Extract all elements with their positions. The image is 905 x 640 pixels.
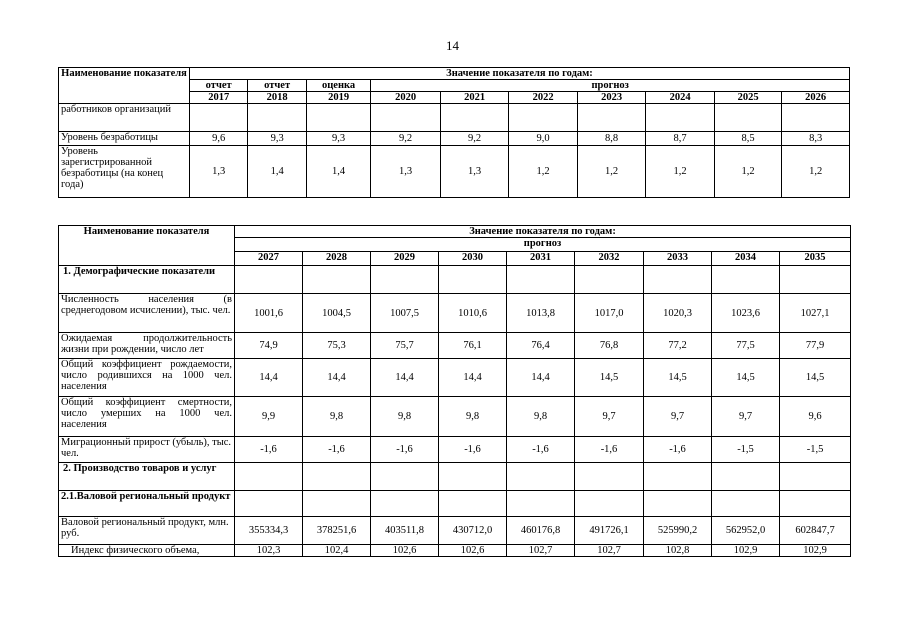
table1-year: 2017 (189, 92, 247, 104)
section-heading: 2. Производство товаров и услуг (59, 463, 235, 491)
table-cell (439, 491, 507, 517)
table1-year: 2026 (782, 92, 850, 104)
table-cell (712, 491, 780, 517)
table-cell: 1023,6 (712, 294, 780, 333)
table1-year: 2020 (371, 92, 441, 104)
table2-forecast-label: прогноз (235, 238, 851, 252)
table-cell: 1017,0 (575, 294, 644, 333)
table-cell: 14,5 (780, 359, 851, 397)
table-cell: -1,5 (780, 437, 851, 463)
table-cell: 1007,5 (371, 294, 439, 333)
table-cell: 9,8 (507, 397, 575, 437)
table-cell: 1,3 (371, 146, 441, 198)
table-cell (371, 463, 439, 491)
table-cell: 1,4 (248, 146, 306, 198)
table-cell: 76,8 (575, 333, 644, 359)
table-cell: 14,5 (575, 359, 644, 397)
table2-year: 2028 (303, 252, 371, 266)
table-cell: 9,7 (644, 397, 712, 437)
table-row (59, 437, 851, 463)
table1-year: 2022 (509, 92, 578, 104)
table-cell: 75,7 (371, 333, 439, 359)
indicators-table-2027-2035 (58, 225, 851, 557)
table-cell: 8,7 (646, 132, 715, 146)
table-cell: 14,4 (439, 359, 507, 397)
table-cell: 9,8 (371, 397, 439, 437)
table-row (59, 517, 851, 545)
table-cell: 355334,3 (235, 517, 303, 545)
table-cell (780, 266, 851, 294)
table-cell: 76,1 (439, 333, 507, 359)
table-row (59, 397, 851, 437)
table-row (59, 545, 851, 557)
table-cell (235, 491, 303, 517)
row-label: Уровень безработицы (59, 132, 190, 146)
table-cell: 9,6 (189, 132, 247, 146)
table-cell (780, 491, 851, 517)
table-cell: 77,9 (780, 333, 851, 359)
table-cell: -1,6 (303, 437, 371, 463)
table-cell: 1,2 (782, 146, 850, 198)
table-cell: 9,2 (371, 132, 441, 146)
table1-year: 2021 (440, 92, 509, 104)
table-cell (782, 104, 850, 132)
table-cell: 76,4 (507, 333, 575, 359)
table-cell (235, 463, 303, 491)
row-label: Индекс физического объема, (59, 545, 235, 557)
table-cell (575, 491, 644, 517)
row-label: Численность населения (в среднегодовом исчислении), тыс. чел. (59, 294, 235, 333)
table-cell: -1,6 (439, 437, 507, 463)
table-cell: 102,7 (507, 545, 575, 557)
table-cell (712, 266, 780, 294)
table-row (59, 266, 851, 294)
table-cell: 403511,8 (371, 517, 439, 545)
table-row (59, 333, 851, 359)
table-cell: 1,3 (189, 146, 247, 198)
table-cell (644, 463, 712, 491)
table-cell (440, 104, 509, 132)
table2-name-header: Наименование показателя (59, 226, 235, 266)
table-cell: -1,6 (235, 437, 303, 463)
table-cell: 102,9 (712, 545, 780, 557)
table-cell: 14,4 (371, 359, 439, 397)
table-cell: 14,5 (712, 359, 780, 397)
table-cell (303, 491, 371, 517)
table-cell (371, 266, 439, 294)
table-cell: 1013,8 (507, 294, 575, 333)
table-row (59, 463, 851, 491)
table1-type-2018: отчет (248, 80, 306, 92)
table-cell (507, 491, 575, 517)
table-cell: -1,5 (712, 437, 780, 463)
row-label: Миграционный прирост (убыль), тыс. чел. (59, 437, 235, 463)
table-row (59, 104, 850, 132)
table1-year: 2025 (714, 92, 782, 104)
row-label: Ожидаемая продолжительность жизни при рождении, число лет (59, 333, 235, 359)
table-cell: 14,4 (507, 359, 575, 397)
table-cell: -1,6 (644, 437, 712, 463)
table2-year: 2027 (235, 252, 303, 266)
table-row (59, 359, 851, 397)
table-cell: 602847,7 (780, 517, 851, 545)
table-cell (780, 463, 851, 491)
table2-year: 2030 (439, 252, 507, 266)
table2-year: 2032 (575, 252, 644, 266)
table-cell: 525990,2 (644, 517, 712, 545)
table1-type-2019: оценка (306, 80, 370, 92)
table-cell (439, 463, 507, 491)
table-cell: 1,2 (714, 146, 782, 198)
table-cell: 75,3 (303, 333, 371, 359)
table2-year: 2034 (712, 252, 780, 266)
table-cell: 102,6 (439, 545, 507, 557)
table-cell: 9,8 (439, 397, 507, 437)
table-cell: 102,7 (575, 545, 644, 557)
table-cell: 430712,0 (439, 517, 507, 545)
table-cell: 1,2 (509, 146, 578, 198)
table-cell: 14,4 (235, 359, 303, 397)
table-cell (439, 266, 507, 294)
table-cell: 9,8 (303, 397, 371, 437)
table-cell (509, 104, 578, 132)
table-cell: 491726,1 (575, 517, 644, 545)
table-row (59, 491, 851, 517)
table-row (59, 132, 850, 146)
table-cell: 77,5 (712, 333, 780, 359)
table-cell (371, 491, 439, 517)
table2-year: 2035 (780, 252, 851, 266)
table-cell (507, 463, 575, 491)
table-cell: 14,5 (644, 359, 712, 397)
table-cell (371, 104, 441, 132)
table-cell (235, 266, 303, 294)
table-cell: 102,4 (303, 545, 371, 557)
table-row (59, 294, 851, 333)
table-cell: 1,4 (306, 146, 370, 198)
table-cell: -1,6 (507, 437, 575, 463)
table-cell: 1,2 (577, 146, 646, 198)
row-label: Уровень зарегистрированной безработицы (на конец года) (59, 146, 190, 198)
indicators-table-2017-2026 (58, 67, 850, 198)
section-heading: 1. Демографические показатели (59, 266, 235, 294)
table-cell: 9,3 (248, 132, 306, 146)
table-cell (644, 266, 712, 294)
table2-year: 2033 (644, 252, 712, 266)
table-cell (577, 104, 646, 132)
table-cell: 102,3 (235, 545, 303, 557)
table-cell (248, 104, 306, 132)
table-cell: 102,9 (780, 545, 851, 557)
table-cell (712, 463, 780, 491)
table1-year: 2023 (577, 92, 646, 104)
table-cell: 1004,5 (303, 294, 371, 333)
table-cell (303, 463, 371, 491)
table-cell (575, 463, 644, 491)
table-cell: 562952,0 (712, 517, 780, 545)
table-cell: 74,9 (235, 333, 303, 359)
table1-type-2017: отчет (189, 80, 247, 92)
table1-values-header: Значение показателя по годам: (189, 68, 849, 80)
table-cell: 378251,6 (303, 517, 371, 545)
table-cell: 9,0 (509, 132, 578, 146)
table2-year: 2029 (371, 252, 439, 266)
table1-year: 2018 (248, 92, 306, 104)
row-label: Общий коэффициент смертности, число умерших на 1000 чел. населения (59, 397, 235, 437)
table-cell: 8,8 (577, 132, 646, 146)
table-cell: 9,7 (575, 397, 644, 437)
page-number: 14 (446, 38, 459, 53)
table-cell: 77,2 (644, 333, 712, 359)
table-cell: 1,3 (440, 146, 509, 198)
row-label: Валовой региональный продукт, млн. руб. (59, 517, 235, 545)
table-cell (303, 266, 371, 294)
subsection-heading: 2.1.Валовой региональный продукт (59, 491, 235, 517)
table-cell: 8,3 (782, 132, 850, 146)
table-cell: 1001,6 (235, 294, 303, 333)
table-cell: 9,9 (235, 397, 303, 437)
table-cell: 460176,8 (507, 517, 575, 545)
table-cell: 102,6 (371, 545, 439, 557)
table-cell: -1,6 (371, 437, 439, 463)
table-cell: 1010,6 (439, 294, 507, 333)
table-cell: 8,5 (714, 132, 782, 146)
table1-year: 2024 (646, 92, 715, 104)
table-cell: 9,3 (306, 132, 370, 146)
row-label: Общий коэффициент рождаемости, число родившихся на 1000 чел. населения (59, 359, 235, 397)
table-cell (644, 491, 712, 517)
table-cell (189, 104, 247, 132)
table-cell (646, 104, 715, 132)
row-label: работников организаций (59, 104, 190, 132)
table1-name-header: Наименование показателя (59, 68, 190, 104)
table2-values-header: Значение показателя по годам: (235, 226, 851, 238)
table-cell (575, 266, 644, 294)
table2-year: 2031 (507, 252, 575, 266)
table1-forecast-label: прогноз (371, 80, 850, 92)
table1-year: 2019 (306, 92, 370, 104)
table-cell: 14,4 (303, 359, 371, 397)
table-cell: 9,6 (780, 397, 851, 437)
table-cell: 9,7 (712, 397, 780, 437)
table-row (59, 146, 850, 198)
table-cell: 1020,3 (644, 294, 712, 333)
table-cell (507, 266, 575, 294)
table-cell: 102,8 (644, 545, 712, 557)
table-cell: 9,2 (440, 132, 509, 146)
table-cell (714, 104, 782, 132)
table-cell: 1027,1 (780, 294, 851, 333)
table-cell (306, 104, 370, 132)
table-cell: 1,2 (646, 146, 715, 198)
table-cell: -1,6 (575, 437, 644, 463)
